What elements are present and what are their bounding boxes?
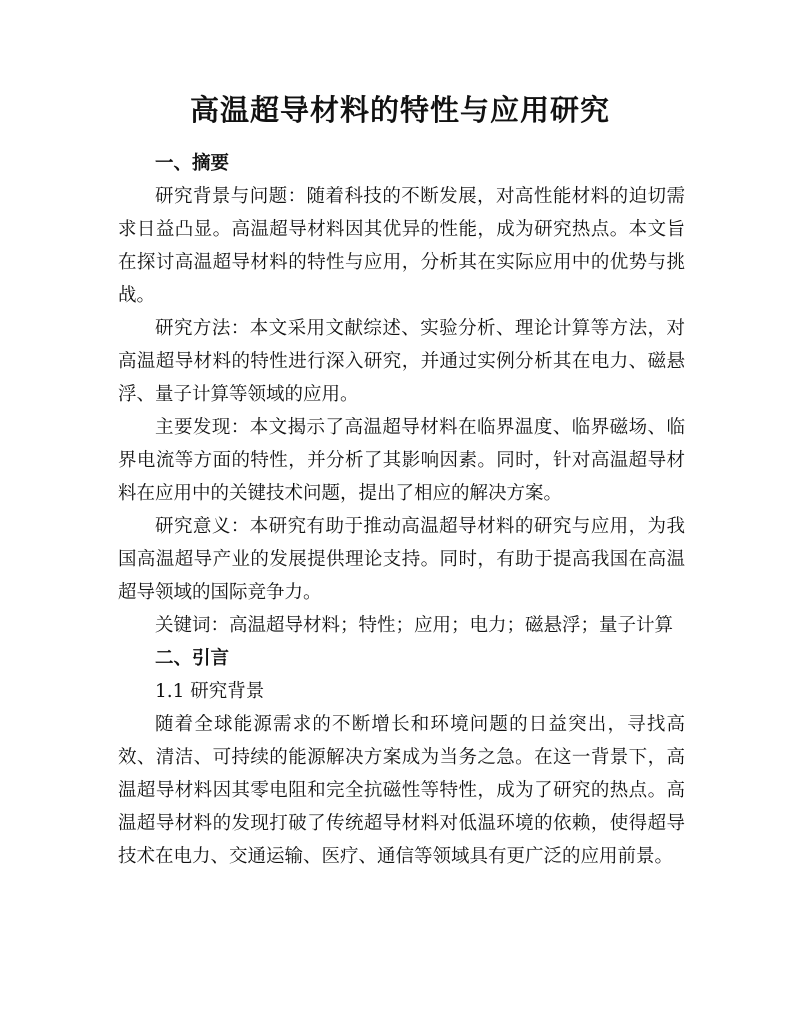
abstract-methods-paragraph: 研究方法：本文采用文献综述、实验分析、理论计算等方法，对高温超导材料的特性进行深入研究，并通过实例分析其在电力、磁悬浮、量子计算等领域的应用。	[118, 318, 685, 405]
intro-background-paragraph: 随着全球能源需求的不断增长和环境问题的日益突出，寻找高效、清洁、可持续的能源解决方案成为当务之急。在这一背景下，高温超导材料因其零电阻和完全抗磁性等特性，成为了研究的热点。高温超导材料的发现打破了传统超导材料对低温环境的依赖，使得超导技术在电力、交通运输、医疗、通信等领域具有更广泛的应用前景。	[118, 714, 685, 867]
abstract-significance-paragraph: 研究意义：本研究有助于推动高温超导材料的研究与应用，为我国高温超导产业的发展提供理论支持。同时，有助于提高我国在高温超导领域的国际竞争力。	[118, 516, 685, 603]
subsection-heading-background: 1.1 研究背景	[155, 681, 265, 702]
document-title: 高温超导材料的特性与应用研究	[189, 93, 610, 127]
abstract-background-paragraph: 研究背景与问题：随着科技的不断发展，对高性能材料的迫切需求日益凸显。高温超导材料因其优异的性能，成为研究热点。本文旨在探讨高温超导材料的特性与应用，分析其在实际应用中的优势与挑战。	[118, 186, 685, 306]
section-heading-intro: 二、引言	[155, 648, 230, 669]
keywords-line: 关键词：高温超导材料；特性；应用；电力；磁悬浮；量子计算	[155, 615, 674, 636]
section-heading-abstract: 一、摘要	[155, 153, 230, 174]
abstract-findings-paragraph: 主要发现：本文揭示了高温超导材料在临界温度、临界磁场、临界电流等方面的特性，并分析了其影响因素。同时，针对高温超导材料在应用中的关键技术问题，提出了相应的解决方案。	[118, 417, 685, 504]
document-body	[118, 147, 685, 873]
